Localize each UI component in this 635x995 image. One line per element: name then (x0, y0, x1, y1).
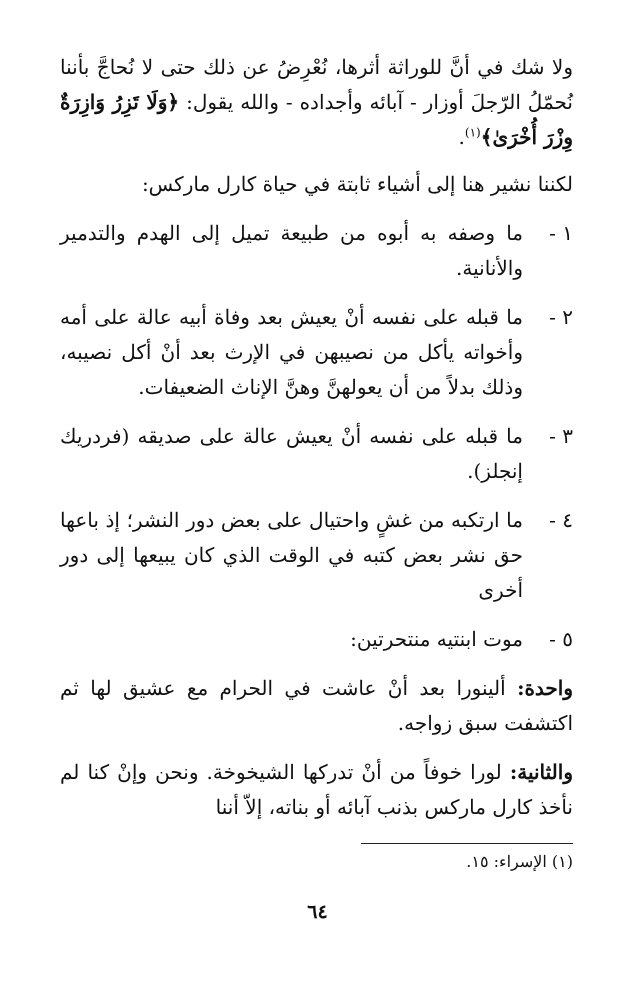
item-text: موت ابنتيه منتحرتين: (350, 627, 523, 651)
footnote: (١) الإسراء: ١٥. (466, 852, 573, 871)
item-text: ما قبله على نفسه أنْ يعيش بعد وفاة أبيه عالة على أمه وأخواته يأكل من نصيبهن في الإرث بعد أنْ أكل نصيبه، وذلك بدلاً من أن يعولهنَّ وهنَّ الإناث الضعيفات. (60, 305, 523, 399)
intro-end: . (458, 125, 465, 149)
sub-item-label: والثانية: (509, 760, 573, 784)
list-item (60, 419, 573, 489)
sub-item-label: واحدة: (517, 676, 573, 700)
item-number: ١ - (549, 221, 573, 245)
page-number: ٦٤ (307, 901, 328, 923)
item-number: ٢ - (549, 305, 573, 329)
item-text: ما وصفه به أبوه من طبيعة تميل إلى الهدم والتدمير والأنانية. (60, 221, 523, 280)
item-number: ٣ - (549, 424, 573, 448)
list-item (60, 300, 573, 405)
list-item (60, 622, 573, 657)
item-text: ما ارتكبه من غشٍ واحتيال على بعض دور النشر؛ إذ باعها حق نشر بعض كتبه في الوقت الذي كان يبيعها إلى دور أخرى (60, 508, 523, 602)
sub-item-text: لورا خوفاً من أنْ تدركها الشيخوخة. ونحن وإنْ كنا لم نأخذ كارل ماركس بذنب آبائه أو بناته، إلاّ أننا (60, 760, 573, 819)
sub-item-first (60, 671, 573, 741)
list-item (60, 503, 573, 608)
item-number: ٥ - (549, 627, 573, 651)
intro-text: ولا شك في أنَّ للوراثة أثرها، نُعْرِضُ عن ذلك حتى لا نُحاجَّ بأننا نُحمّلُ الرّجلَ أوزار - آبائه وأجداده - والله يقول: (60, 55, 573, 114)
footnote-divider (361, 843, 573, 844)
page-body (60, 50, 573, 839)
intro-paragraph (60, 50, 573, 155)
footnote-reference[interactable]: (١) (464, 125, 481, 140)
item-number: ٤ - (549, 508, 573, 532)
quran-verse: ﴿وَلَا تَزِرُ وَازِرَةٌ وِزْرَ أُخْرَىٰ﴾ (60, 90, 573, 149)
lead-in-text: لكننا نشير هنا إلى أشياء ثابتة في حياة كارل ماركس: (141, 172, 573, 196)
sub-item-text: ألينورا بعد أنْ عاشت في الحرام مع عشيق لها ثم اكتشفت سبق زواجه. (60, 676, 573, 735)
sub-item-second (60, 755, 573, 825)
item-text: ما قبله على نفسه أنْ يعيش عالة على صديقه (فردريك إنجلز). (60, 424, 523, 483)
list-item (60, 216, 573, 286)
